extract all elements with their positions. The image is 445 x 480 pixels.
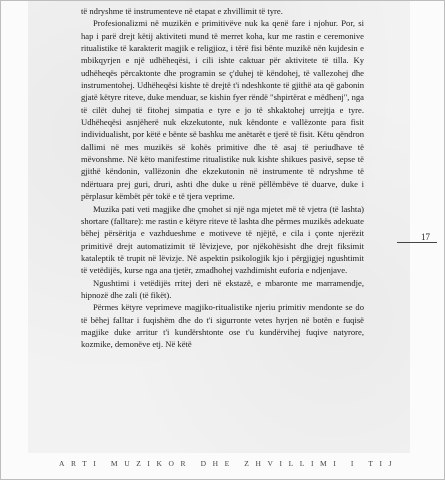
page-number: 17 [421, 232, 430, 242]
paragraph-ecstasy: Ngushtimi i vetëdijës rritej deri në ekstazë, e mbaronte me marramendje, hipnozë dhe zali (të fikët). [81, 277, 364, 300]
page-number-rule [397, 242, 437, 243]
paragraph-continuation: të ndryshme të instrumenteve në etapat e zhvillimit të tyre. [81, 6, 283, 16]
paragraph-ritual-actions: Përmes këtyre veprimeve magjiko-ritualistike njeriu primitiv mendonte se do të bëhej falltar i fuqishëm dhe do t'i sigurronte vetes hyrjen në botën e fuqisë magjike duke arritur t'i kundërshtonte ose t'u kundërvihej fuqive natyrore, kozmike, demonëve etj. Në këtë [81, 302, 364, 350]
paragraph-magic-music: Muzika pati veti magjike dhe çmohet si një nga mjetet më të vjetra (të lashta) shortare (falltare): me rastin e këtyre riteve të lashta dhe përmes muzikës adekuate bëhej përsëritja e vazhdueshme e motiveve të njëjtë, e cila i çonte njerëzit primitivë drejt automatizimit të lëvizjeve, por njëkohësisht dhe drejt fiksimit kataleptik të trupit në lëvizje. Në aspektin psikologjik kjo i përgjigjej ngushtimit të vetëdijës, kurse nga ana tjetër, zmadhohej vazhdimisht euforia e ndjenjave. [81, 203, 364, 276]
running-footer: ARTI MUZIKOR DHE ZHVILLIMI I TIJ [59, 459, 399, 468]
body-text [81, 5, 364, 351]
paragraph-professionalism: Profesionalizmi në muzikën e primitivëve nuk ka qenë fare i njohur. Por, si hap i parë drejt këtij aktiviteti mund të merret koha, kur me rastin e ceremonive ritualistike të karakterit magjik e religjioz, i tërë fisi bënte muzikë nën kujdesin e mbikqyrjen e një udhëheqësi, i cili ishte caktuar për aktivitete të tilla. Ky udhëheqës përcaktonte dhe programin se ç'duhej të këndohej, të vallezohej dhe instrumentohej. Udhëheqësi kishte të drejtë t'i ndeshkonte të gjithë ata që gabonin gjatë këtyre riteve, duke menduar, se kishin fyer rëndë "shpirtërat e mëdhenj", nga të cilët duhej të fitohej simpatia e tyre e jo të shkaktohej urrejtja e tyre. Udhëheqësi asnjëherë nuk ekzekutonte, nuk këndonte e vallëzonte para fisit individualisht, por këtë e bënte së bashku me anëtarët e tjerë të fisit. Këtu qëndron dallimi në mes muzikës së kohës primitive dhe të asaj të periudhave të mëvonshme. Në këto manifestime ritualistike nuk kishte shikues pasivë, sepse të gjithë këndonin, vallëzonin dhe ekzekutonin në instrumente të ndryshme të ndërtuara prej guri, druri, ashti dhe duke u rënë pëllëmbëve të duarve, duke i përplasur këmbët për tokë e të tjera veprime. [81, 18, 364, 202]
